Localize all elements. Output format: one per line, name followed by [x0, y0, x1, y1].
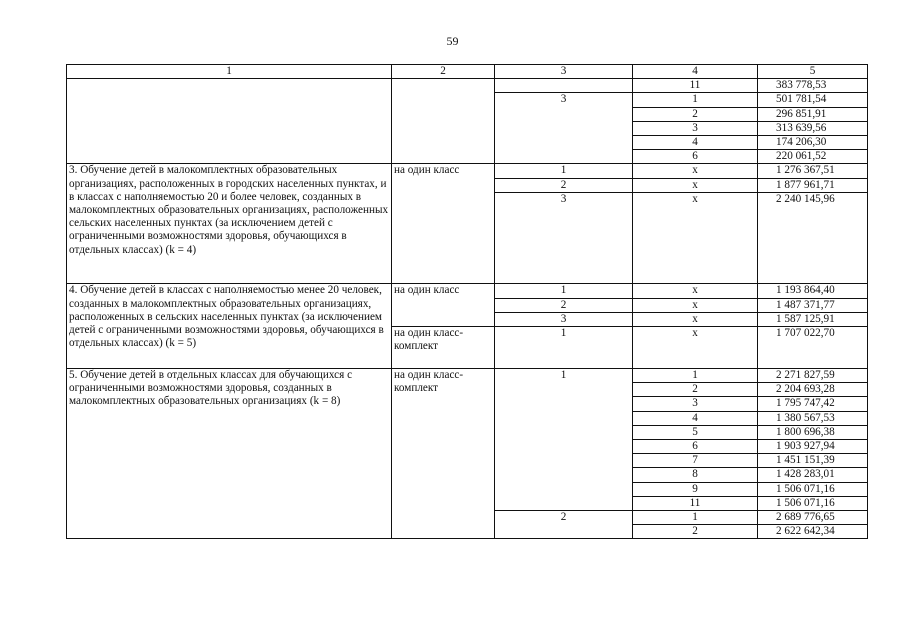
amount-cell: 1 707 022,70	[758, 327, 868, 369]
amount-cell: 1 451 151,39	[758, 454, 868, 468]
class-cell: 3	[633, 121, 758, 135]
class-cell: 1	[633, 369, 758, 383]
class-cell: 5	[633, 425, 758, 439]
class-cell: 8	[633, 468, 758, 482]
group-cell	[495, 79, 633, 93]
class-cell: 4	[633, 136, 758, 150]
amount-cell: 1 193 864,40	[758, 284, 868, 298]
unit-cell: на один класс-комплект	[392, 369, 495, 539]
amount-cell: 2 622 642,34	[758, 525, 868, 539]
description-cell-section-3: 3. Обучение детей в малокомплектных образовательных организациях, расположенных в городских населенных пунктах, и в классах с наполняемостью 20 и более человек, созданных в малокомплектных образовательных организациях, расположенных сельских населенных пунктах (за исключением детей с ограниченными возможностями здоровья, обучающихся в отдельных классах) (k = 4)	[67, 164, 392, 284]
class-cell: x	[633, 298, 758, 312]
amount-cell: 1 903 927,94	[758, 440, 868, 454]
class-cell: 4	[633, 411, 758, 425]
amount-cell: 2 271 827,59	[758, 369, 868, 383]
group-cell: 3	[495, 93, 633, 164]
amount-cell: 383 778,53	[758, 79, 868, 93]
header-cell: 2	[392, 65, 495, 79]
group-cell: 2	[495, 511, 633, 539]
header-cell: 5	[758, 65, 868, 79]
class-cell: 1	[633, 93, 758, 107]
class-cell: 9	[633, 482, 758, 496]
class-cell: 1	[633, 511, 758, 525]
amount-cell: 1 506 071,16	[758, 482, 868, 496]
class-cell: 6	[633, 440, 758, 454]
amount-cell: 1 877 961,71	[758, 178, 868, 192]
class-cell: 7	[633, 454, 758, 468]
amount-cell: 2 689 776,65	[758, 511, 868, 525]
class-cell: 2	[633, 383, 758, 397]
unit-cell: на один класс	[392, 284, 495, 327]
table-row	[67, 284, 868, 298]
page-number: 59	[446, 34, 459, 48]
amount-cell: 1 380 567,53	[758, 411, 868, 425]
class-cell: 2	[633, 525, 758, 539]
group-cell: 1	[495, 369, 633, 511]
group-cell: 2	[495, 178, 633, 192]
amount-cell: 1 587 125,91	[758, 312, 868, 326]
description-cell	[67, 79, 392, 164]
normatives-table	[66, 64, 868, 539]
amount-cell: 296 851,91	[758, 107, 868, 121]
group-cell: 1	[495, 284, 633, 298]
class-cell: 11	[633, 79, 758, 93]
table-row	[67, 164, 868, 178]
header-cell: 4	[633, 65, 758, 79]
group-cell: 3	[495, 312, 633, 326]
unit-cell: на один класс-комплект	[392, 327, 495, 369]
class-cell: x	[633, 284, 758, 298]
amount-cell: 1 428 283,01	[758, 468, 868, 482]
group-cell: 1	[495, 327, 633, 369]
group-cell: 1	[495, 164, 633, 178]
description-cell-section-5: 5. Обучение детей в отдельных классах для обучающихся с ограниченными возможностями здоровья, созданных в малокомплектных образовательных организациях (k = 8)	[67, 369, 392, 539]
description-cell-section-4: 4. Обучение детей в классах с наполняемостью менее 20 человек, созданных в малокомплектных образовательных организациях, расположенных в сельских населенных пунктах (за исключением детей с ограниченными возможностями здоровья, обучающихся в отдельных классах) (k = 5)	[67, 284, 392, 369]
amount-cell: 2 204 693,28	[758, 383, 868, 397]
class-cell: x	[633, 192, 758, 283]
class-cell: 3	[633, 397, 758, 411]
unit-cell	[392, 79, 495, 164]
class-cell: 6	[633, 150, 758, 164]
amount-cell: 220 061,52	[758, 150, 868, 164]
amount-cell: 1 506 071,16	[758, 496, 868, 510]
class-cell: x	[633, 327, 758, 369]
amount-cell: 174 206,30	[758, 136, 868, 150]
amount-cell: 1 276 367,51	[758, 164, 868, 178]
table-header-row	[67, 65, 868, 79]
class-cell: 11	[633, 496, 758, 510]
class-cell: 2	[633, 107, 758, 121]
table-row	[67, 79, 868, 93]
group-cell: 2	[495, 298, 633, 312]
group-cell: 3	[495, 192, 633, 283]
amount-cell: 1 795 747,42	[758, 397, 868, 411]
class-cell: x	[633, 178, 758, 192]
amount-cell: 1 800 696,38	[758, 425, 868, 439]
class-cell: x	[633, 164, 758, 178]
amount-cell: 313 639,56	[758, 121, 868, 135]
amount-cell: 1 487 371,77	[758, 298, 868, 312]
amount-cell: 2 240 145,96	[758, 192, 868, 283]
class-cell: x	[633, 312, 758, 326]
header-cell: 3	[495, 65, 633, 79]
table-row	[67, 369, 868, 383]
unit-cell: на один класс	[392, 164, 495, 284]
header-cell: 1	[67, 65, 392, 79]
amount-cell: 501 781,54	[758, 93, 868, 107]
